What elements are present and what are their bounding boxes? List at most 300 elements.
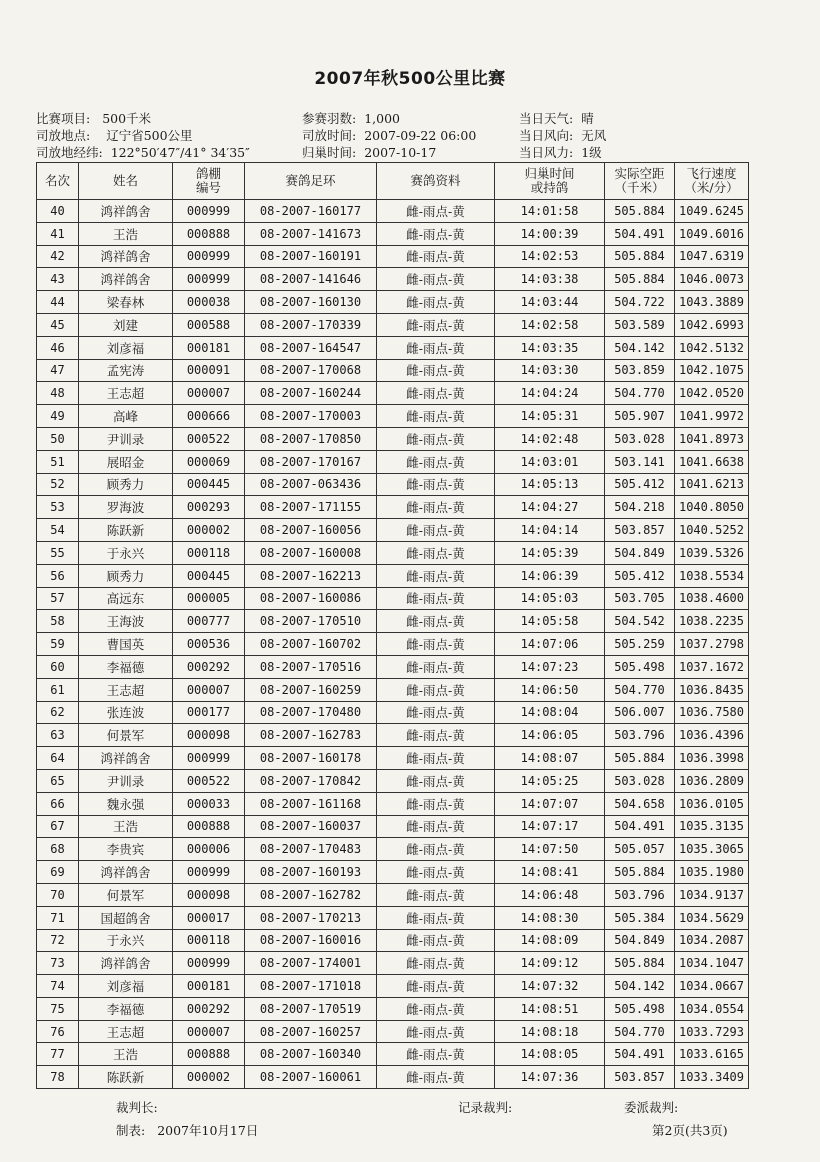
cell-distance: 505.907: [605, 405, 675, 428]
cell-name: 陈跃新: [79, 519, 173, 542]
cell-speed: 1039.5326: [675, 541, 749, 564]
cell-loft-id: 000006: [173, 838, 245, 861]
cell-distance: 503.028: [605, 769, 675, 792]
info-weather: [519, 110, 594, 127]
cell-ring: 08-2007-160702: [245, 633, 377, 656]
cell-loft-id: 000181: [173, 975, 245, 998]
cell-rank: 66: [37, 792, 79, 815]
cell-speed: 1042.5132: [675, 336, 749, 359]
cell-name: 鸿祥鸽舍: [79, 747, 173, 770]
table-row: [37, 222, 749, 245]
cell-name: 王志超: [79, 678, 173, 701]
cell-ring: 08-2007-160037: [245, 815, 377, 838]
cell-ring: 08-2007-170842: [245, 769, 377, 792]
cell-ring: 08-2007-141673: [245, 222, 377, 245]
page-number: 第2页(共3页): [652, 1123, 728, 1138]
cell-name: 刘彦福: [79, 336, 173, 359]
cell-speed: 1035.1980: [675, 861, 749, 884]
cell-bird-info: 雌-雨点-黄: [377, 883, 495, 906]
info-project-value: 500千米: [102, 111, 152, 126]
cell-rank: 46: [37, 336, 79, 359]
cell-rank: 57: [37, 587, 79, 610]
cell-rank: 68: [37, 838, 79, 861]
cell-ring: 08-2007-170510: [245, 610, 377, 633]
results-table: [36, 162, 749, 1089]
cell-ring: 08-2007-160340: [245, 1043, 377, 1066]
info-coordinates-value: 122°50′47″/41° 34′35″: [110, 145, 250, 160]
table-row: [37, 496, 749, 519]
info-wind-direction-label: 当日风向:: [519, 128, 574, 143]
cell-rank: 67: [37, 815, 79, 838]
cell-rank: 58: [37, 610, 79, 633]
cell-distance: 503.705: [605, 587, 675, 610]
cell-rank: 44: [37, 291, 79, 314]
cell-name: 梁春林: [79, 291, 173, 314]
cell-rank: 71: [37, 906, 79, 929]
table-row: [37, 200, 749, 223]
cell-distance: 505.884: [605, 952, 675, 975]
cell-name: 尹训录: [79, 769, 173, 792]
cell-rank: 59: [37, 633, 79, 656]
table-row: [37, 861, 749, 884]
page-title: 2007年秋500公里比赛: [314, 69, 506, 89]
cell-ring: 08-2007-160191: [245, 245, 377, 268]
cell-speed: 1038.2235: [675, 610, 749, 633]
info-weather-value: 晴: [581, 111, 594, 126]
info-return-time: [302, 144, 436, 161]
cell-rank: 77: [37, 1043, 79, 1066]
cell-bird-info: 雌-雨点-黄: [377, 655, 495, 678]
cell-ring: 08-2007-160130: [245, 291, 377, 314]
cell-distance: 504.491: [605, 1043, 675, 1066]
cell-ring: 08-2007-170213: [245, 906, 377, 929]
cell-speed: 1035.3065: [675, 838, 749, 861]
cell-ring: 08-2007-164547: [245, 336, 377, 359]
cell-arrival-time: 14:08:09: [495, 929, 605, 952]
cell-ring: 08-2007-160056: [245, 519, 377, 542]
cell-bird-info: 雌-雨点-黄: [377, 382, 495, 405]
cell-name: 鸿祥鸽舍: [79, 952, 173, 975]
header-speed: 飞行速度 （米/分）: [675, 163, 749, 200]
cell-arrival-time: 14:02:48: [495, 427, 605, 450]
prepared-date: 2007年10月17日: [157, 1123, 259, 1138]
cell-arrival-time: 14:01:58: [495, 200, 605, 223]
info-project: [36, 110, 151, 127]
cell-rank: 63: [37, 724, 79, 747]
cell-bird-info: 雌-雨点-黄: [377, 975, 495, 998]
cell-ring: 08-2007-162213: [245, 564, 377, 587]
cell-name: 罗海波: [79, 496, 173, 519]
cell-ring: 08-2007-170483: [245, 838, 377, 861]
table-row: [37, 997, 749, 1020]
cell-loft-id: 000007: [173, 678, 245, 701]
cell-ring: 08-2007-160193: [245, 861, 377, 884]
cell-loft-id: 000522: [173, 427, 245, 450]
table-row: [37, 701, 749, 724]
cell-bird-info: 雌-雨点-黄: [377, 200, 495, 223]
cell-loft-id: 000293: [173, 496, 245, 519]
record-judge-label: 记录裁判:: [458, 1100, 513, 1115]
cell-loft-id: 000999: [173, 268, 245, 291]
cell-rank: 72: [37, 929, 79, 952]
cell-bird-info: 雌-雨点-黄: [377, 929, 495, 952]
results-body: [37, 200, 749, 1089]
cell-arrival-time: 14:03:38: [495, 268, 605, 291]
cell-speed: 1041.8973: [675, 427, 749, 450]
cell-rank: 56: [37, 564, 79, 587]
cell-speed: 1041.6638: [675, 450, 749, 473]
cell-arrival-time: 14:03:44: [495, 291, 605, 314]
table-row: [37, 883, 749, 906]
table-row: [37, 519, 749, 542]
cell-name: 何景军: [79, 724, 173, 747]
cell-rank: 40: [37, 200, 79, 223]
cell-ring: 08-2007-170003: [245, 405, 377, 428]
header-distance: 实际空距 （千米）: [605, 163, 675, 200]
cell-ring: 08-2007-161168: [245, 792, 377, 815]
table-row: [37, 291, 749, 314]
cell-bird-info: 雌-雨点-黄: [377, 678, 495, 701]
cell-arrival-time: 14:08:51: [495, 997, 605, 1020]
cell-rank: 78: [37, 1066, 79, 1089]
cell-loft-id: 000777: [173, 610, 245, 633]
cell-name: 王海波: [79, 610, 173, 633]
cell-arrival-time: 14:03:35: [495, 336, 605, 359]
cell-bird-info: 雌-雨点-黄: [377, 496, 495, 519]
cell-arrival-time: 14:03:30: [495, 359, 605, 382]
cell-rank: 52: [37, 473, 79, 496]
cell-bird-info: 雌-雨点-黄: [377, 222, 495, 245]
cell-name: 展昭金: [79, 450, 173, 473]
table-row: [37, 268, 749, 291]
header-rank: 名次: [37, 163, 79, 200]
cell-bird-info: 雌-雨点-黄: [377, 815, 495, 838]
cell-distance: 503.141: [605, 450, 675, 473]
cell-speed: 1034.1047: [675, 952, 749, 975]
cell-name: 于永兴: [79, 541, 173, 564]
cell-name: 国超鸽舍: [79, 906, 173, 929]
cell-arrival-time: 14:08:18: [495, 1020, 605, 1043]
cell-arrival-time: 14:07:07: [495, 792, 605, 815]
table-row: [37, 1066, 749, 1089]
cell-arrival-time: 14:02:53: [495, 245, 605, 268]
cell-name: 李福德: [79, 997, 173, 1020]
cell-arrival-time: 14:07:17: [495, 815, 605, 838]
cell-name: 李福德: [79, 655, 173, 678]
info-wind-force: [519, 144, 602, 161]
cell-distance: 506.007: [605, 701, 675, 724]
cell-loft-id: 000292: [173, 997, 245, 1020]
table-row: [37, 313, 749, 336]
cell-name: 张连波: [79, 701, 173, 724]
table-row: [37, 450, 749, 473]
cell-distance: 504.542: [605, 610, 675, 633]
cell-ring: 08-2007-170167: [245, 450, 377, 473]
cell-bird-info: 雌-雨点-黄: [377, 997, 495, 1020]
cell-ring: 08-2007-063436: [245, 473, 377, 496]
cell-distance: 504.770: [605, 382, 675, 405]
cell-ring: 08-2007-170519: [245, 997, 377, 1020]
cell-bird-info: 雌-雨点-黄: [377, 359, 495, 382]
cell-distance: 504.770: [605, 1020, 675, 1043]
cell-bird-info: 雌-雨点-黄: [377, 610, 495, 633]
cell-loft-id: 000999: [173, 747, 245, 770]
cell-distance: 503.028: [605, 427, 675, 450]
cell-speed: 1036.2809: [675, 769, 749, 792]
header-name: 姓名: [79, 163, 173, 200]
cell-arrival-time: 14:00:39: [495, 222, 605, 245]
cell-loft-id: 000999: [173, 861, 245, 884]
cell-arrival-time: 14:05:25: [495, 769, 605, 792]
cell-loft-id: 000999: [173, 200, 245, 223]
cell-loft-id: 000445: [173, 473, 245, 496]
cell-rank: 62: [37, 701, 79, 724]
cell-name: 刘建: [79, 313, 173, 336]
cell-loft-id: 000069: [173, 450, 245, 473]
table-row: [37, 564, 749, 587]
cell-distance: 505.057: [605, 838, 675, 861]
table-row: [37, 427, 749, 450]
cell-distance: 505.498: [605, 997, 675, 1020]
info-entries: [302, 110, 400, 127]
cell-bird-info: 雌-雨点-黄: [377, 861, 495, 884]
cell-rank: 60: [37, 655, 79, 678]
cell-ring: 08-2007-162783: [245, 724, 377, 747]
cell-loft-id: 000181: [173, 336, 245, 359]
cell-rank: 43: [37, 268, 79, 291]
cell-arrival-time: 14:05:13: [495, 473, 605, 496]
cell-distance: 504.142: [605, 975, 675, 998]
cell-ring: 08-2007-170516: [245, 655, 377, 678]
cell-rank: 41: [37, 222, 79, 245]
table-row: [37, 929, 749, 952]
cell-speed: 1041.6213: [675, 473, 749, 496]
cell-name: 孟宪涛: [79, 359, 173, 382]
cell-bird-info: 雌-雨点-黄: [377, 633, 495, 656]
cell-speed: 1034.5629: [675, 906, 749, 929]
cell-name: 鸿祥鸽舍: [79, 200, 173, 223]
table-row: [37, 541, 749, 564]
cell-arrival-time: 14:08:07: [495, 747, 605, 770]
cell-speed: 1036.4396: [675, 724, 749, 747]
cell-arrival-time: 14:06:50: [495, 678, 605, 701]
info-entries-label: 参赛羽数:: [302, 111, 357, 126]
cell-name: 王浩: [79, 1043, 173, 1066]
cell-speed: 1034.2087: [675, 929, 749, 952]
cell-name: 鸿祥鸽舍: [79, 245, 173, 268]
cell-distance: 505.884: [605, 747, 675, 770]
cell-speed: 1034.9137: [675, 883, 749, 906]
cell-ring: 08-2007-160016: [245, 929, 377, 952]
info-release-place-label: 司放地点:: [36, 128, 91, 143]
cell-rank: 64: [37, 747, 79, 770]
cell-speed: 1049.6245: [675, 200, 749, 223]
cell-distance: 503.857: [605, 1066, 675, 1089]
cell-bird-info: 雌-雨点-黄: [377, 450, 495, 473]
table-row: [37, 678, 749, 701]
cell-loft-id: 000002: [173, 1066, 245, 1089]
cell-distance: 503.589: [605, 313, 675, 336]
cell-arrival-time: 14:07:32: [495, 975, 605, 998]
cell-name: 曹国英: [79, 633, 173, 656]
cell-loft-id: 000007: [173, 1020, 245, 1043]
info-release-place: [36, 127, 193, 144]
header-row: [37, 163, 749, 200]
header-ring: 赛鸽足环: [245, 163, 377, 200]
cell-arrival-time: 14:08:05: [495, 1043, 605, 1066]
cell-arrival-time: 14:08:41: [495, 861, 605, 884]
cell-name: 王浩: [79, 222, 173, 245]
cell-arrival-time: 14:07:36: [495, 1066, 605, 1089]
cell-ring: 08-2007-160008: [245, 541, 377, 564]
cell-distance: 505.884: [605, 861, 675, 884]
cell-rank: 54: [37, 519, 79, 542]
cell-ring: 08-2007-170339: [245, 313, 377, 336]
cell-ring: 08-2007-160177: [245, 200, 377, 223]
prepared-by: [116, 1121, 258, 1139]
cell-distance: 505.412: [605, 473, 675, 496]
cell-loft-id: 000038: [173, 291, 245, 314]
cell-distance: 504.491: [605, 222, 675, 245]
cell-rank: 51: [37, 450, 79, 473]
cell-speed: 1034.0554: [675, 997, 749, 1020]
cell-name: 高峰: [79, 405, 173, 428]
info-wind-direction: [519, 127, 606, 144]
cell-speed: 1036.0105: [675, 792, 749, 815]
cell-loft-id: 000098: [173, 883, 245, 906]
cell-distance: 505.884: [605, 200, 675, 223]
cell-bird-info: 雌-雨点-黄: [377, 405, 495, 428]
cell-rank: 75: [37, 997, 79, 1020]
cell-arrival-time: 14:08:30: [495, 906, 605, 929]
cell-distance: 505.498: [605, 655, 675, 678]
cell-bird-info: 雌-雨点-黄: [377, 724, 495, 747]
table-row: [37, 724, 749, 747]
cell-name: 陈跃新: [79, 1066, 173, 1089]
cell-speed: 1046.0073: [675, 268, 749, 291]
cell-speed: 1036.7580: [675, 701, 749, 724]
cell-speed: 1037.1672: [675, 655, 749, 678]
cell-name: 高远东: [79, 587, 173, 610]
cell-distance: 504.849: [605, 929, 675, 952]
cell-bird-info: 雌-雨点-黄: [377, 747, 495, 770]
info-return-time-value: 2007-10-17: [364, 145, 437, 160]
cell-speed: 1043.3889: [675, 291, 749, 314]
appointed-judge-label: 委派裁判:: [624, 1100, 679, 1115]
header-loft-id: 鸽棚 编号: [173, 163, 245, 200]
info-release-time: [302, 127, 476, 144]
cell-arrival-time: 14:04:24: [495, 382, 605, 405]
table-row: [37, 633, 749, 656]
cell-name: 王志超: [79, 1020, 173, 1043]
cell-arrival-time: 14:07:06: [495, 633, 605, 656]
cell-rank: 49: [37, 405, 79, 428]
cell-rank: 70: [37, 883, 79, 906]
cell-bird-info: 雌-雨点-黄: [377, 336, 495, 359]
cell-rank: 42: [37, 245, 79, 268]
cell-distance: 503.857: [605, 519, 675, 542]
cell-speed: 1033.7293: [675, 1020, 749, 1043]
cell-name: 魏永强: [79, 792, 173, 815]
cell-loft-id: 000445: [173, 564, 245, 587]
cell-distance: 505.884: [605, 245, 675, 268]
cell-loft-id: 000666: [173, 405, 245, 428]
cell-rank: 69: [37, 861, 79, 884]
cell-distance: 505.412: [605, 564, 675, 587]
cell-arrival-time: 14:07:50: [495, 838, 605, 861]
cell-name: 李贵宾: [79, 838, 173, 861]
cell-rank: 50: [37, 427, 79, 450]
cell-name: 鸿祥鸽舍: [79, 268, 173, 291]
cell-loft-id: 000017: [173, 906, 245, 929]
cell-speed: 1033.6165: [675, 1043, 749, 1066]
cell-speed: 1041.9972: [675, 405, 749, 428]
cell-bird-info: 雌-雨点-黄: [377, 427, 495, 450]
table-row: [37, 405, 749, 428]
cell-bird-info: 雌-雨点-黄: [377, 838, 495, 861]
cell-bird-info: 雌-雨点-黄: [377, 792, 495, 815]
cell-loft-id: 000002: [173, 519, 245, 542]
cell-arrival-time: 14:05:39: [495, 541, 605, 564]
table-row: [37, 792, 749, 815]
cell-speed: 1036.8435: [675, 678, 749, 701]
table-row: [37, 769, 749, 792]
table-row: [37, 245, 749, 268]
cell-bird-info: 雌-雨点-黄: [377, 952, 495, 975]
cell-distance: 504.770: [605, 678, 675, 701]
cell-loft-id: 000091: [173, 359, 245, 382]
cell-speed: 1040.8050: [675, 496, 749, 519]
cell-speed: 1042.6993: [675, 313, 749, 336]
cell-ring: 08-2007-160178: [245, 747, 377, 770]
cell-loft-id: 000536: [173, 633, 245, 656]
cell-arrival-time: 14:07:23: [495, 655, 605, 678]
cell-bird-info: 雌-雨点-黄: [377, 291, 495, 314]
cell-arrival-time: 14:04:14: [495, 519, 605, 542]
cell-bird-info: 雌-雨点-黄: [377, 519, 495, 542]
cell-ring: 08-2007-162782: [245, 883, 377, 906]
cell-arrival-time: 14:05:03: [495, 587, 605, 610]
cell-name: 顾秀力: [79, 473, 173, 496]
cell-ring: 08-2007-160086: [245, 587, 377, 610]
cell-speed: 1049.6016: [675, 222, 749, 245]
cell-speed: 1047.6319: [675, 245, 749, 268]
header-bird-info: 赛鸽资料: [377, 163, 495, 200]
table-row: [37, 1020, 749, 1043]
cell-arrival-time: 14:06:39: [495, 564, 605, 587]
cell-loft-id: 000007: [173, 382, 245, 405]
cell-ring: 08-2007-170068: [245, 359, 377, 382]
info-release-time-value: 2007-09-22 06:00: [364, 128, 477, 143]
cell-bird-info: 雌-雨点-黄: [377, 1020, 495, 1043]
cell-distance: 504.658: [605, 792, 675, 815]
cell-speed: 1040.5252: [675, 519, 749, 542]
info-coordinates: [36, 144, 250, 161]
cell-arrival-time: 14:06:05: [495, 724, 605, 747]
cell-distance: 503.796: [605, 883, 675, 906]
cell-distance: 505.384: [605, 906, 675, 929]
cell-distance: 503.796: [605, 724, 675, 747]
cell-ring: 08-2007-160257: [245, 1020, 377, 1043]
cell-bird-info: 雌-雨点-黄: [377, 587, 495, 610]
info-weather-label: 当日天气:: [519, 111, 574, 126]
cell-arrival-time: 14:04:27: [495, 496, 605, 519]
cell-distance: 504.722: [605, 291, 675, 314]
table-row: [37, 975, 749, 998]
cell-bird-info: 雌-雨点-黄: [377, 564, 495, 587]
cell-arrival-time: 14:08:04: [495, 701, 605, 724]
cell-name: 何景军: [79, 883, 173, 906]
